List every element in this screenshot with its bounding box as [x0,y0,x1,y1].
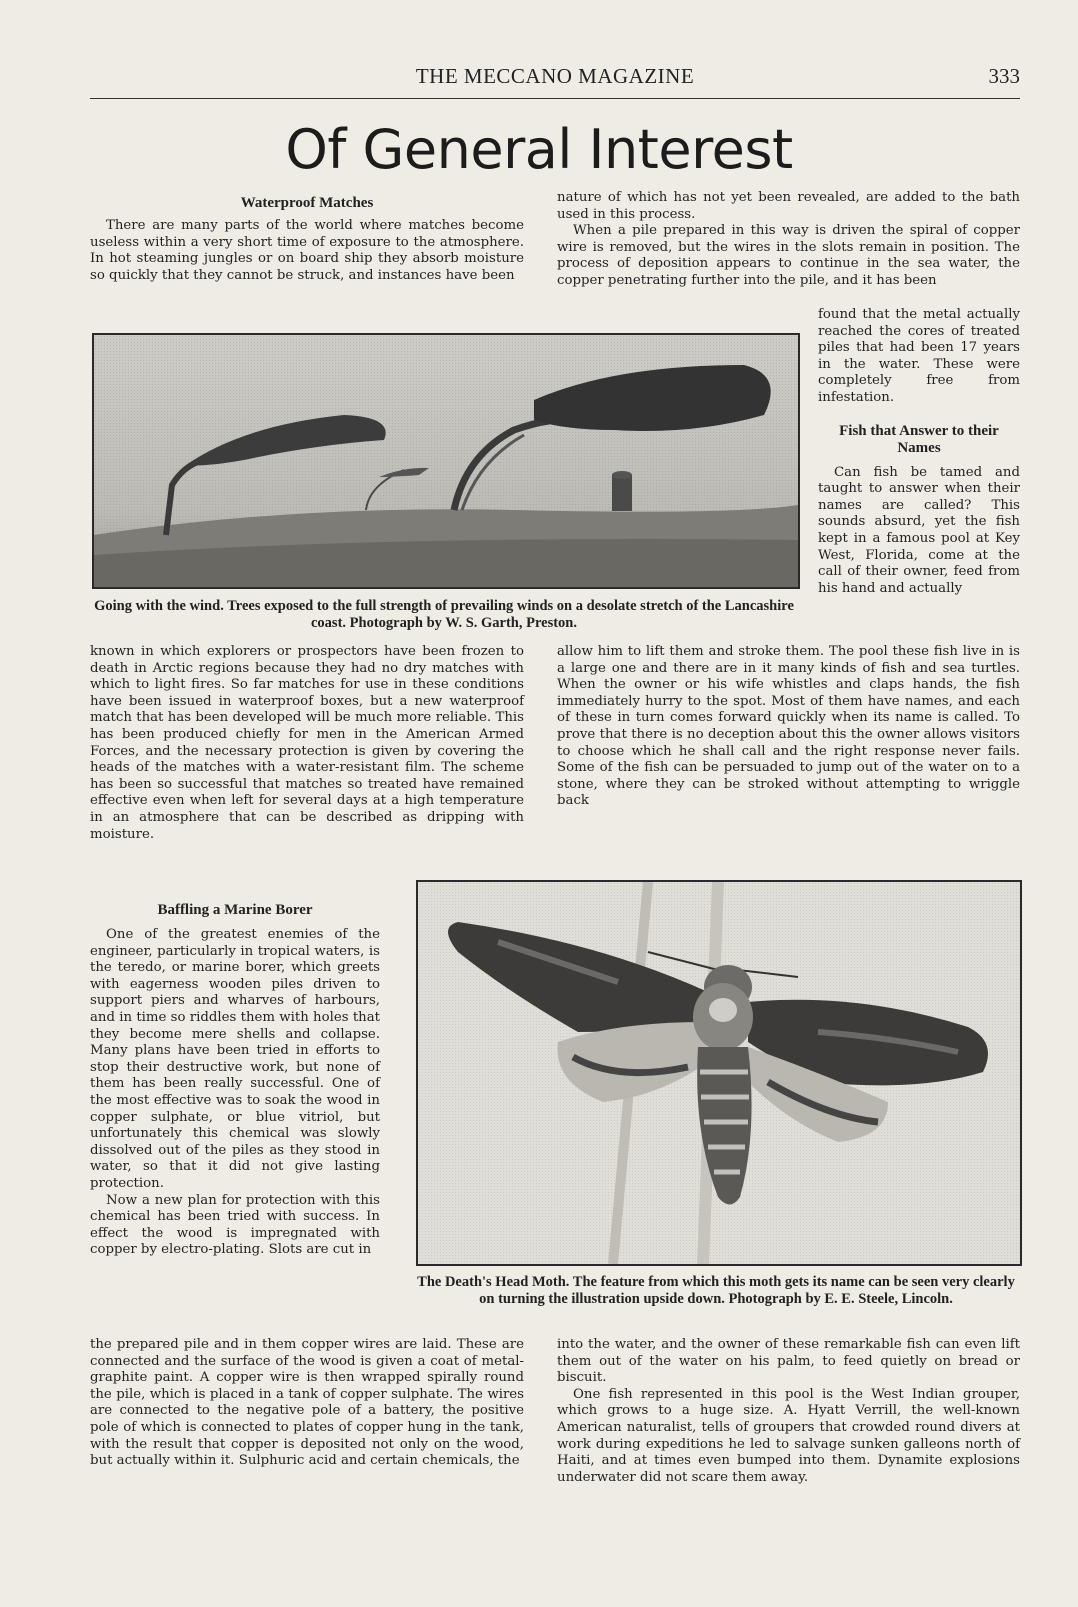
borer-section [90,902,380,1259]
running-head [90,62,1020,99]
narrow-column [818,307,1020,597]
paragraph: One of the greatest enemies of the engineer, particularly in tropical waters, is the teredo, or marine borer, which greets with eagerness wooden piles driven to support piers and wharves of harbours, and in time so riddles them with holes that they become mere shells and collapse. Many plans have been tried in efforts to stop their destructive work, but none of them has been really successful. One of the most effective was to soak the wood in copper sulphate, or blue vitriol, but unfortunately this chemical was slowly dissolved out of the piles as they stood in water, so that it did not give lasting protection. [90,927,380,1191]
paragraph: known in which explorers or prospectors have been frozen to death in Arctic regions because they had no dry matches with which to light fires. So far matches for use in these conditions have been issued in waterproof boxes, but a new waterproof match that has been developed will be much more reliable. This has been produced chiefly for men in the American Armed Forces, and the necessary protection is given by covering the heads of the matches with a water-resistant film. The scheme has been so successful that matches so treated have remained effective even when left for several days at a high temperature in an atmosphere that can be described as dripping with moisture. [90,644,524,842]
paragraph: One fish represented in this pool is the West Indian grouper, which grows to a huge size. A. Hyatt Verrill, the well-known American naturalist, tells of groupers that crowded round divers at work during expeditions he led to salvage sunken galleons north of Haiti, and at times even bumped into them. Dynamite explosions underwater did not scare them away. [557,1386,1020,1485]
paragraph: Now a new plan for protection with this chemical has been tried with success. In effect the wood is impregnated with copper by electro-plating. Slots are cut in [90,1192,380,1258]
photo-deaths-head-moth [416,880,1022,1266]
section-heading-waterproof: Waterproof Matches [240,195,374,211]
fish-bottom [557,1337,1020,1486]
paragraph: found that the metal actually reached the cores of treated piles that had been 17 years in the water. These were completely free from infestation. [818,307,1020,405]
paragraph: the prepared pile and in them copper wires are laid. These are connected and the surface of the wood is given a coat of metal-graphite paint. A copper wire is then wrapped spirally round the pile, which is placed in a tank of copper sulphate. The wires are connected to the negative pole of a battery, the positive pole of which is connected to plates of copper hung in the tank, with the result that copper is deposited not only on the wood, but actually within it. Sulphuric acid and certain chemicals, the [90,1337,524,1469]
moth-image [418,882,1020,1264]
borer-continued-top [557,190,1020,290]
page-number: 333 [988,64,1020,88]
waterproof-intro [90,195,524,284]
waterproof-continued [90,644,524,843]
trees-image [94,335,798,587]
paragraph: nature of which has not yet been revealed, are added to the bath used in this process. [557,190,1020,222]
caption-moth: The Death's Head Moth. The feature from which this moth gets its name can be seen very clearly on turning the illustration upside down. Photograph by E. E. Steele, Lincoln. [417,1274,1015,1307]
caption-trees: Going with the wind. Trees exposed to the full strength of prevailing winds on a desolate stretch of the Lancashire coast. Photograph by W. S. Garth, Preston. [94,598,794,631]
paragraph: When a pile prepared in this way is driven the spiral of copper wire is removed, but the wires in the slots remain in position. The process of deposition appears to continue in the sea water, the copper penetrating further into the pile, and it has been [557,223,1020,288]
paragraph: Can fish be tamed and taught to answer when their names are called? This sounds absurd, yet the fish kept in a famous pool at Key West, Florida, come at the call of their owner, feed from his hand and actually [818,464,1020,596]
fish-continued [557,644,1020,810]
borer-bottom [90,1337,524,1470]
section-heading-fish: Fish that Answer to their Names [839,422,999,456]
section-heading-borer: Baffling a Marine Borer [157,902,313,918]
paragraph: There are many parts of the world where matches become useless within a very short time of exposure to the atmosphere. In hot steaming jungles or on board ship they absorb moisture so quickly that they cannot be struck, and instances have been [90,218,524,283]
paragraph: into the water, and the owner of these remarkable fish can even lift them out of the water on his palm, to feed quietly on bread or biscuit. [557,1337,1020,1386]
magazine-title: THE MECCANO MAGAZINE [415,64,695,88]
page-title: Of General Interest [285,118,793,181]
paragraph: allow him to lift them and stroke them. The pool these fish live in is a large one and there are in it many kinds of fish and sea turtles. When the owner or his wife whistles and claps hands, the fish immediately hurry to the spot. Most of them have names, and each of these in turn comes forward quickly when its name is called. To prove that there is no deception about this the owner allows visitors to choose which he shall call and the right response never fails. Some of the fish can be persuaded to jump out of the water on to a stone, where they can be stroked without attempting to wriggle back [557,644,1020,809]
photo-windswept-trees [92,333,800,589]
